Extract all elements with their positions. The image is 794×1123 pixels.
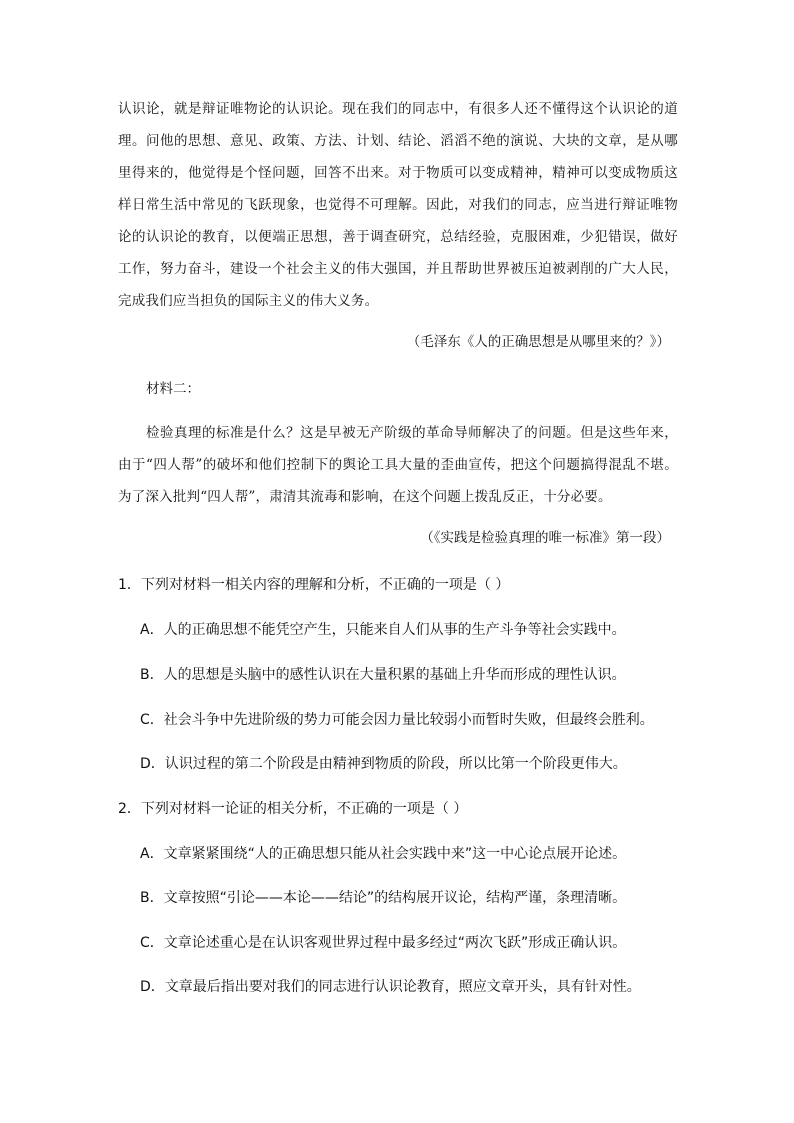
question-1-option-a: A．人的正确思想不能凭空产生，只能来自人们从事的生产斗争等社会实践中。 bbox=[140, 622, 626, 638]
question-1-stem: 1．下列对材料一相关内容的理解和分析，不正确的一项是（ ） bbox=[118, 577, 510, 593]
material1-paragraph: 认识论，就是辩证唯物论的认识论。现在我们的同志中，有很多人还不懂得这个认识论的道理。问他的思想、意见、政策、方法、计划、结论、滔滔不绝的演说、大块的文章，是从哪里得来的，他觉得是个怪问题，回答不出来。对于物质可以变成精神，精神可以变成物质这样日常生活中常见的飞跃现象，也觉得不可理解。因此，对我们的同志，应当进行辩证唯物论的认识论的教育，以便端正思想，善于调查研究，总结经验，克服困难，少犯错误，做好工作，努力奋斗，建设一个社会主义的伟大强国，并且帮助世界被压迫被剥削的广大人民，完成我们应当担负的国际主义的伟大义务。 bbox=[118, 101, 678, 309]
material2-label: 材料二： bbox=[146, 381, 200, 397]
material2-source: （《实践是检验真理的唯一标准》第一段） bbox=[420, 530, 670, 546]
question-2-option-c: C．文章论述重心是在认识客观世界过程中最多经过“两次飞跃”形成正确认识。 bbox=[140, 935, 627, 951]
question-2-option-b: B．文章按照“引论——本论——结论”的结构展开议论，结构严谨，条理清晰。 bbox=[140, 890, 627, 906]
question-1-option-c: C．社会斗争中先进阶级的势力可能会因力量比较弱小而暂时失败，但最终会胜利。 bbox=[140, 712, 654, 728]
question-2-option-d: D．文章最后指出要对我们的同志进行认识论教育，照应文章开头，具有针对性。 bbox=[140, 979, 641, 995]
material2-paragraph: 检验真理的标准是什么？这是早被无产阶级的革命导师解决了的问题。但是这些年来，由于“四人帮”的破坏和他们控制下的舆论工具大量的歪曲宣传，把这个问题搞得混乱不堪。为了深入批判“四人帮”，肃清其流毒和影响，在这个问题上拨乱反正，十分必要。 bbox=[118, 425, 678, 505]
question-1-option-b: B．人的思想是头脑中的感性认识在大量积累的基础上升华而形成的理性认识。 bbox=[140, 667, 626, 683]
material1-source: （毛泽东《人的正确思想是从哪里来的？》） bbox=[406, 334, 670, 350]
question-2-stem: 2．下列对材料一论证的相关分析，不正确的一项是（ ） bbox=[118, 801, 468, 817]
question-2-option-a: A．文章紧紧围绕“人的正确思想只能从社会实践中来”这一中心论点展开论述。 bbox=[140, 846, 627, 862]
question-1-option-d: D．认识过程的第二个阶段是由精神到物质的阶段，所以比第一个阶段更伟大。 bbox=[140, 756, 627, 772]
